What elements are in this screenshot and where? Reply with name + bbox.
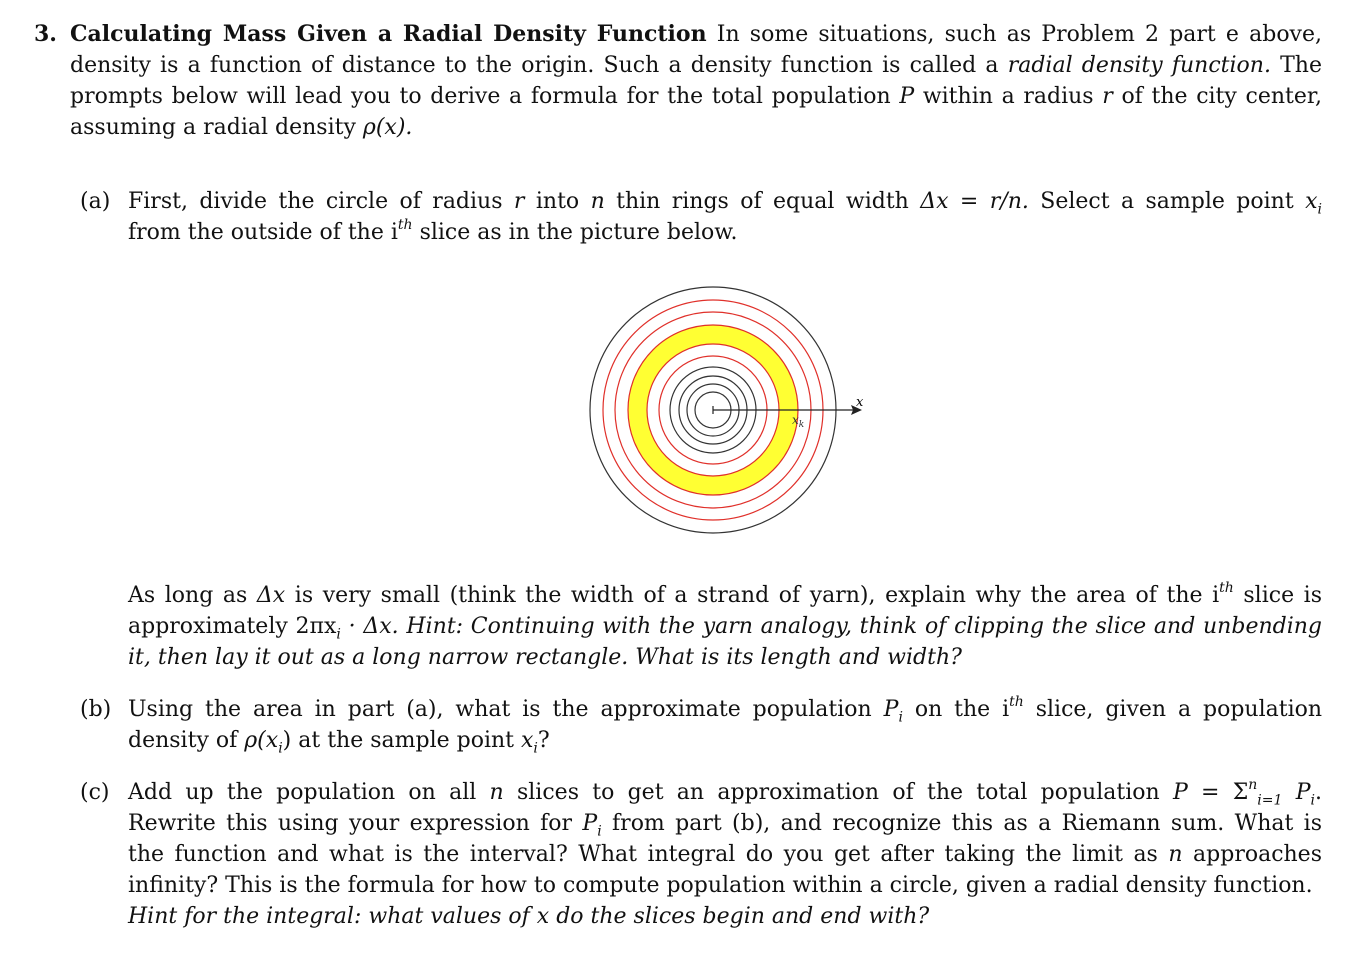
part-b-label: (b) <box>80 697 112 722</box>
part-c-text: Add up the population on all n slices to get an approximation of the total population $P = \Sigma^n_{i=1}$ $P_i$. Rewrite this using your expression for $P_i$ from part (b), and recognize this as a Riemann sum. What is the function and what is the interval? What integral do you get after taking the limit as n approaches infinity? This is the formula for how to compute population within a circle, given a radial density function. Hint for the integral: what values of x do the slices begin and end with? <box>128 776 1323 929</box>
x-axis-label: x <box>856 395 864 410</box>
problem-title: Calculating Mass Given a Radial Density Function <box>70 21 707 47</box>
problem-number: 3. <box>34 21 57 47</box>
part-a-followup: As long as Δx is very small (think the width of a strand of yarn), explain why the area of the $i^{th}$ slice is approximately $2\pi x_i \cdot \Delta x$. Hint: Continuing with the yarn analogy, think of clipping the slice and unbending it, then lay it out as a long narrow rectangle. What is its length and width? <box>128 579 1323 670</box>
part-b-text: Using the area in part (a), what is the approximate population $P_i$ on the $i^{th}$ slice, given a population density of $\rho(x_i)$ at the sample point $x_i$? <box>128 693 1323 757</box>
part-a-text: First, divide the circle of radius r into n thin rings of equal width Δx = r/n. Select a sample point $x_i$ from the outside of the $i^{th}$ slice as in the picture below. <box>128 189 1322 245</box>
part-a-label: (a) <box>80 189 111 214</box>
part-c-label: (c) <box>80 780 110 805</box>
problem-intro: Calculating Mass Given a Radial Density Function In some situations, such as Problem 2 part e above, density is a function of distance to the origin. Such a density function is called a radial density function. The prompts below will lead you to derive a formula for the total population P within a radius r of the city center, assuming a radial density ρ(x). <box>70 21 1323 140</box>
radial-rings-figure <box>580 280 880 550</box>
sample-point-label: $x_k$ <box>792 413 805 430</box>
